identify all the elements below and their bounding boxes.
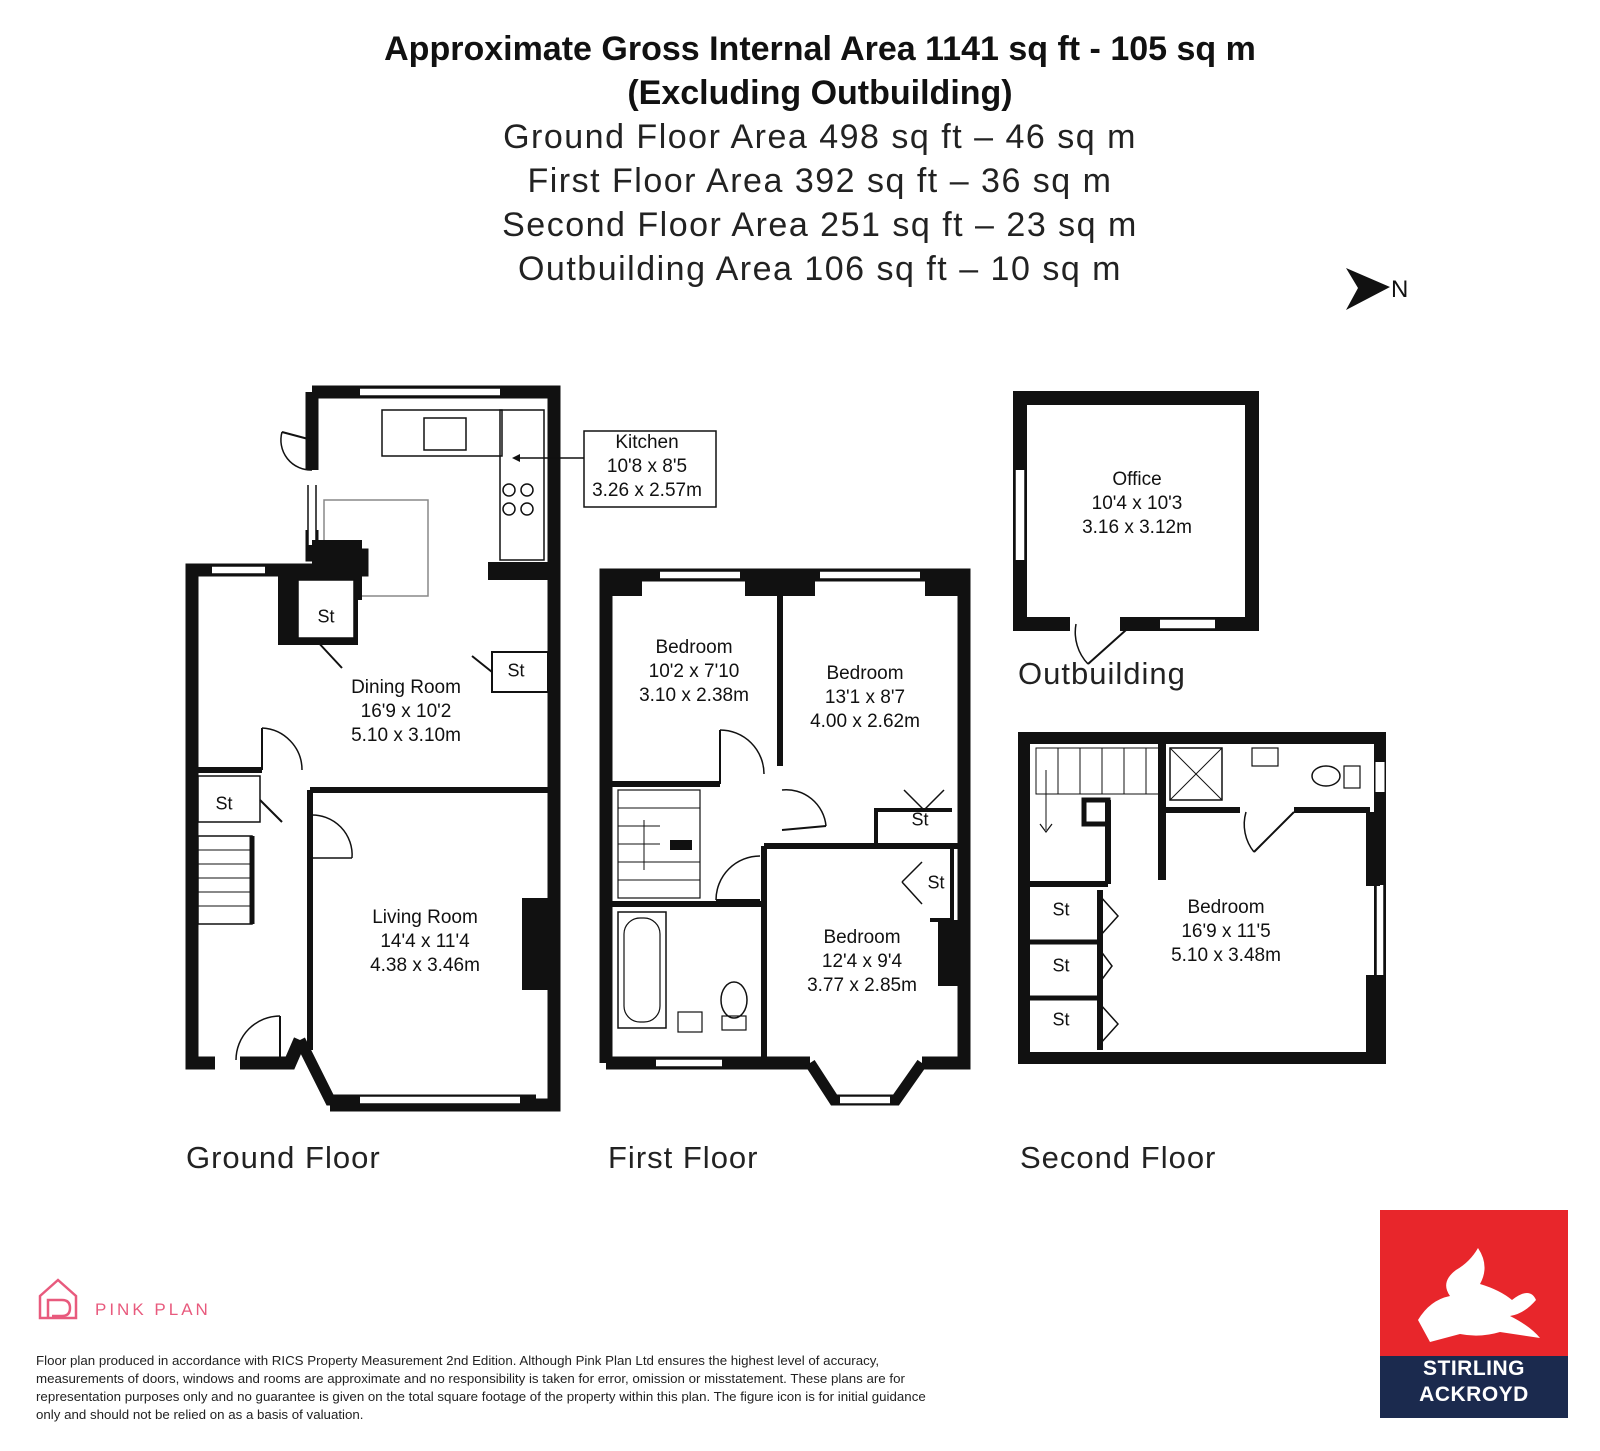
bedroom-1-label: Bedroom 10'2 x 7'10 3.10 x 2.38m [639, 637, 749, 706]
store-label: St [507, 660, 525, 681]
store-label: St [1052, 955, 1070, 976]
compass-icon [1346, 268, 1390, 310]
stirling-ackroyd-text: STIRLING ACKROYD [1419, 1357, 1529, 1406]
gross-area-title: Approximate Gross Internal Area 1141 sq ft - 105 sq m [384, 30, 1256, 68]
store-label: St [911, 809, 929, 830]
bedroom-2-label: Bedroom 13'1 x 8'7 4.00 x 2.62m [810, 663, 920, 732]
pink-plan-brand: PINK PLAN [95, 1300, 211, 1319]
pink-plan-logo-icon [40, 1280, 76, 1318]
excluding-outbuilding-note: (Excluding Outbuilding) [627, 74, 1013, 112]
first-floor-label: First Floor [608, 1140, 759, 1175]
kitchen-label: Kitchen 10'8 x 8'5 3.26 x 2.57m [592, 432, 702, 501]
disclaimer-text: Floor plan produced in accordance with RICS Property Measurement 2nd Edition. Although Pink Plan Ltd ensures the highest level of accuracy, measurements of doors, windows and rooms are approximate and no responsibility is taken for error, omission or misstatement. These plans are for representation purposes only and no guarantee is given on the total square footage of the property within this plan. The figure icon is for initial guidance only and should not be relied on as a basis of valuation. [36, 1353, 926, 1422]
store-label: St [1052, 899, 1070, 920]
store-label: St [1052, 1009, 1070, 1030]
outbuilding-area: Outbuilding Area 106 sq ft – 10 sq m [517, 250, 1122, 288]
store-label: St [317, 606, 335, 627]
compass-north-label: N [1391, 276, 1409, 303]
ground-floor-label: Ground Floor [186, 1140, 381, 1175]
second-floor-label: Second Floor [1020, 1140, 1217, 1175]
store-label: St [927, 872, 945, 893]
bedroom-3-label: Bedroom 12'4 x 9'4 3.77 x 2.85m [807, 927, 917, 996]
living-room-label: Living Room 14'4 x 11'4 4.38 x 3.46m [370, 907, 480, 976]
first-floor-area: First Floor Area 392 sq ft – 36 sq m [527, 162, 1113, 200]
ground-floor-area: Ground Floor Area 498 sq ft – 46 sq m [503, 118, 1137, 156]
outbuilding-label: Outbuilding [1018, 656, 1186, 691]
bedroom-4-label: Bedroom 16'9 x 11'5 5.10 x 3.48m [1171, 897, 1281, 966]
second-floor-area: Second Floor Area 251 sq ft – 23 sq m [502, 206, 1138, 244]
office-label: Office 10'4 x 10'3 3.16 x 3.12m [1082, 469, 1192, 538]
dining-room-label: Dining Room 16'9 x 10'2 5.10 x 3.10m [351, 677, 461, 746]
store-label: St [215, 793, 233, 814]
